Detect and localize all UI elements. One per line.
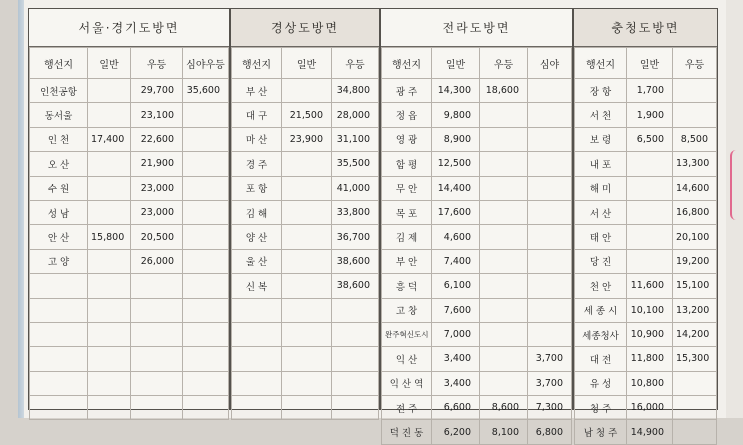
fare-cell: 13,300: [673, 152, 717, 176]
fare-cell: [332, 371, 379, 395]
fare-cell: 10,800: [627, 371, 673, 395]
fare-cell: [480, 127, 528, 151]
fare-cell: [480, 274, 528, 298]
fare-cell: [183, 152, 229, 176]
fare-cell: 7,000: [432, 322, 480, 346]
table-row: [30, 103, 229, 127]
fare-table-jeolla: [381, 47, 572, 445]
fare-cell: 6,800: [528, 420, 572, 444]
section-chungcheong: [573, 8, 718, 440]
fare-cell: [480, 298, 528, 322]
destination-cell: [30, 322, 88, 346]
fare-cell: [528, 225, 572, 249]
fare-cell: [480, 103, 528, 127]
fare-cell: [627, 152, 673, 176]
destination-cell: 무 안: [382, 176, 432, 200]
column-header-destination: 행선지: [232, 48, 282, 79]
table-row: [232, 396, 379, 420]
fare-cell: 23,900: [282, 127, 332, 151]
destination-cell: [30, 274, 88, 298]
table-row: [575, 298, 717, 322]
destination-cell: 유 성: [575, 371, 627, 395]
destination-cell: 대 전: [575, 347, 627, 371]
column-header-general: 일반: [432, 48, 480, 79]
fare-cell: 15,300: [673, 347, 717, 371]
fare-cell: 34,800: [332, 79, 379, 103]
fare-cell: 19,200: [673, 249, 717, 273]
fare-cell: 3,400: [432, 371, 480, 395]
fare-cell: 6,100: [432, 274, 480, 298]
fare-cell: 26,000: [131, 249, 183, 273]
table-row: [30, 396, 229, 420]
column-header-general: 일반: [627, 48, 673, 79]
table-row: [575, 371, 717, 395]
destination-cell: 태 안: [575, 225, 627, 249]
fare-cell: 20,100: [673, 225, 717, 249]
fare-cell: [528, 322, 572, 346]
destination-cell: 장 항: [575, 79, 627, 103]
fare-cell: [183, 225, 229, 249]
fare-cell: [282, 396, 332, 420]
fare-cell: 4,600: [432, 225, 480, 249]
table-row: [575, 420, 717, 444]
table-header-row: [575, 48, 717, 79]
fare-cell: [627, 176, 673, 200]
table-row: [30, 249, 229, 273]
destination-cell: 보 령: [575, 127, 627, 151]
destination-cell: 세 종 시: [575, 298, 627, 322]
fare-cell: 11,800: [627, 347, 673, 371]
fare-cell: [282, 298, 332, 322]
fare-cell: 6,200: [432, 420, 480, 444]
fare-cell: [282, 322, 332, 346]
fare-cell: 14,900: [627, 420, 673, 444]
table-row: [232, 225, 379, 249]
fare-cell: [88, 396, 131, 420]
table-row: [232, 176, 379, 200]
fare-cell: [88, 298, 131, 322]
fare-cell: [131, 298, 183, 322]
fare-cell: [282, 274, 332, 298]
fare-cell: [282, 347, 332, 371]
table-row: [30, 322, 229, 346]
destination-cell: 고 양: [30, 249, 88, 273]
destination-cell: [232, 298, 282, 322]
fare-cell: 21,500: [282, 103, 332, 127]
destination-cell: [30, 371, 88, 395]
table-row: [30, 225, 229, 249]
fare-cell: 10,100: [627, 298, 673, 322]
destination-cell: 부 산: [232, 79, 282, 103]
pink-marker-mark: [730, 150, 742, 220]
fare-cell: [88, 371, 131, 395]
fare-cell: 16,800: [673, 200, 717, 224]
fare-cell: [673, 396, 717, 420]
table-row: [232, 127, 379, 151]
table-row: [30, 298, 229, 322]
table-row: [382, 176, 572, 200]
fare-cell: [88, 322, 131, 346]
fare-cell: 15,100: [673, 274, 717, 298]
table-row: [232, 79, 379, 103]
fare-cell: [480, 225, 528, 249]
table-row: [382, 371, 572, 395]
fare-cell: 8,500: [673, 127, 717, 151]
table-row: [30, 152, 229, 176]
fare-cell: [88, 347, 131, 371]
fare-cell: 16,000: [627, 396, 673, 420]
fare-cell: 14,400: [432, 176, 480, 200]
fare-cell: [282, 79, 332, 103]
fare-cell: 17,600: [432, 200, 480, 224]
fare-cell: [282, 152, 332, 176]
table-row: [575, 274, 717, 298]
table-row: [575, 200, 717, 224]
fare-cell: 14,200: [673, 322, 717, 346]
destination-cell: 고 창: [382, 298, 432, 322]
fare-cell: [480, 176, 528, 200]
fare-cell: 36,700: [332, 225, 379, 249]
destination-cell: 익 산: [382, 347, 432, 371]
destination-cell: 대 구: [232, 103, 282, 127]
fare-cell: [528, 176, 572, 200]
fare-cell: 12,500: [432, 152, 480, 176]
destination-cell: 완주혁신도시: [382, 322, 432, 346]
section-title: 전라도방면: [381, 9, 572, 47]
fare-cell: [673, 103, 717, 127]
table-row: [382, 225, 572, 249]
destination-cell: 덕 진 동: [382, 420, 432, 444]
fare-cell: [480, 200, 528, 224]
table-row: [232, 298, 379, 322]
destination-cell: [30, 347, 88, 371]
fare-cell: [131, 347, 183, 371]
fare-cell: 10,900: [627, 322, 673, 346]
fare-cell: 3,700: [528, 347, 572, 371]
fare-cell: [480, 347, 528, 371]
fare-cell: [528, 103, 572, 127]
destination-cell: [232, 371, 282, 395]
fare-cell: [480, 152, 528, 176]
column-header-night-premium: 심야우등: [183, 48, 229, 79]
fare-cell: 3,700: [528, 371, 572, 395]
fare-cell: [131, 274, 183, 298]
table-row: [575, 79, 717, 103]
fare-cell: 8,900: [432, 127, 480, 151]
fare-cell: 9,800: [432, 103, 480, 127]
section-jeolla: [380, 8, 573, 440]
table-row: [382, 249, 572, 273]
table-row: [30, 347, 229, 371]
table-header-row: [30, 48, 229, 79]
destination-cell: 부 안: [382, 249, 432, 273]
fare-cell: [528, 298, 572, 322]
table-row: [575, 152, 717, 176]
table-row: [382, 274, 572, 298]
fare-cell: [528, 127, 572, 151]
fare-cell: 20,500: [131, 225, 183, 249]
destination-cell: 광 주: [382, 79, 432, 103]
destination-cell: 세종청사: [575, 322, 627, 346]
destination-cell: 오 산: [30, 152, 88, 176]
fare-cell: [88, 176, 131, 200]
table-row: [232, 152, 379, 176]
column-header-night: 심야: [528, 48, 572, 79]
table-row: [232, 322, 379, 346]
table-row: [382, 322, 572, 346]
fare-cell: [183, 127, 229, 151]
destination-cell: 김 제: [382, 225, 432, 249]
fare-cell: [627, 249, 673, 273]
destination-cell: 울 산: [232, 249, 282, 273]
fare-cell: [480, 322, 528, 346]
destination-cell: 해 미: [575, 176, 627, 200]
table-row: [382, 103, 572, 127]
fare-cell: 7,400: [432, 249, 480, 273]
fare-cell: 35,500: [332, 152, 379, 176]
table-row: [382, 298, 572, 322]
fare-cell: 6,500: [627, 127, 673, 151]
fare-cell: 13,200: [673, 298, 717, 322]
table-body: [30, 79, 229, 420]
destination-cell: 익 산 역: [382, 371, 432, 395]
destination-cell: [30, 396, 88, 420]
column-header-destination: 행선지: [382, 48, 432, 79]
table-row: [575, 322, 717, 346]
fare-cell: [673, 420, 717, 444]
fare-cell: [183, 200, 229, 224]
fare-cell: [332, 347, 379, 371]
table-row: [30, 200, 229, 224]
fare-cell: 6,600: [432, 396, 480, 420]
fare-cell: [282, 225, 332, 249]
section-title: 서울·경기도방면: [29, 9, 229, 47]
destination-cell: 수 원: [30, 176, 88, 200]
destination-cell: 당 진: [575, 249, 627, 273]
table-row: [30, 176, 229, 200]
fare-cell: [528, 200, 572, 224]
column-header-general: 일반: [88, 48, 131, 79]
fare-table-chungcheong: [574, 47, 717, 445]
fare-cell: [183, 322, 229, 346]
fare-cell: 28,000: [332, 103, 379, 127]
destination-cell: 신 복: [232, 274, 282, 298]
destination-cell: 천 안: [575, 274, 627, 298]
table-row: [382, 420, 572, 444]
fare-cell: [282, 371, 332, 395]
destination-cell: 성 남: [30, 200, 88, 224]
table-header-row: [382, 48, 572, 79]
fare-cell: 23,000: [131, 176, 183, 200]
destination-cell: 남 청 주: [575, 420, 627, 444]
fare-cell: [88, 103, 131, 127]
fare-cell: [332, 298, 379, 322]
fare-cell: 14,600: [673, 176, 717, 200]
destination-cell: 서 천: [575, 103, 627, 127]
section-seoul-gyeonggi: [28, 8, 230, 410]
destination-cell: 서 산: [575, 200, 627, 224]
table-row: [575, 249, 717, 273]
fare-cell: [183, 274, 229, 298]
fare-cell: [332, 322, 379, 346]
destination-cell: 목 포: [382, 200, 432, 224]
fare-cell: [183, 249, 229, 273]
fare-cell: [183, 371, 229, 395]
destination-cell: 전 주: [382, 396, 432, 420]
fare-cell: [528, 274, 572, 298]
column-header-premium: 우등: [332, 48, 379, 79]
table-row: [382, 200, 572, 224]
fare-cell: [673, 79, 717, 103]
destination-cell: 함 평: [382, 152, 432, 176]
fare-cell: 1,700: [627, 79, 673, 103]
destination-cell: [232, 396, 282, 420]
section-title: 충청도방면: [574, 9, 717, 47]
fare-cell: [88, 274, 131, 298]
table-row: [232, 200, 379, 224]
table-row: [575, 176, 717, 200]
table-row: [232, 371, 379, 395]
destination-cell: [232, 322, 282, 346]
table-body: [575, 79, 717, 445]
fare-cell: 1,900: [627, 103, 673, 127]
column-header-general: 일반: [282, 48, 332, 79]
fare-cell: 7,600: [432, 298, 480, 322]
fare-cell: [131, 396, 183, 420]
table-row: [232, 347, 379, 371]
table-row: [30, 127, 229, 151]
table-row: [575, 396, 717, 420]
fare-cell: 3,400: [432, 347, 480, 371]
fare-cell: [528, 79, 572, 103]
fare-cell: 18,600: [480, 79, 528, 103]
table-row: [382, 127, 572, 151]
fare-table-gyeongsang: [231, 47, 379, 420]
fare-cell: [282, 200, 332, 224]
column-header-premium: 우등: [131, 48, 183, 79]
destination-cell: [232, 347, 282, 371]
destination-cell: 김 해: [232, 200, 282, 224]
destination-cell: 청 주: [575, 396, 627, 420]
section-gyeongsang: [230, 8, 380, 410]
table-header-row: [232, 48, 379, 79]
fare-cell: [183, 347, 229, 371]
fare-cell: [282, 249, 332, 273]
table-row: [575, 127, 717, 151]
table-row: [575, 347, 717, 371]
destination-cell: 인 천: [30, 127, 88, 151]
fare-cell: 22,600: [131, 127, 183, 151]
fare-cell: [673, 371, 717, 395]
column-header-premium: 우등: [480, 48, 528, 79]
fare-cell: [183, 298, 229, 322]
table-row: [232, 103, 379, 127]
fare-cell: [183, 103, 229, 127]
destination-cell: 영 광: [382, 127, 432, 151]
table-row: [382, 79, 572, 103]
fare-cell: 17,400: [88, 127, 131, 151]
fare-cell: [627, 225, 673, 249]
table-row: [30, 79, 229, 103]
destination-cell: 내 포: [575, 152, 627, 176]
table-row: [575, 103, 717, 127]
fare-cell: 21,900: [131, 152, 183, 176]
fare-cell: [88, 200, 131, 224]
destination-cell: 흥 덕: [382, 274, 432, 298]
fare-cell: 8,600: [480, 396, 528, 420]
destination-cell: 인천공항: [30, 79, 88, 103]
table-row: [382, 396, 572, 420]
table-row: [382, 152, 572, 176]
table-row: [382, 347, 572, 371]
destination-cell: 양 산: [232, 225, 282, 249]
table-row: [30, 274, 229, 298]
destination-cell: 안 산: [30, 225, 88, 249]
fare-cell: [88, 249, 131, 273]
fare-cell: 23,100: [131, 103, 183, 127]
fare-cell: [88, 79, 131, 103]
destination-cell: 동서울: [30, 103, 88, 127]
column-header-destination: 행선지: [575, 48, 627, 79]
table-row: [575, 225, 717, 249]
table-row: [30, 371, 229, 395]
table-row: [232, 249, 379, 273]
fare-cell: 29,700: [131, 79, 183, 103]
fare-cell: [528, 152, 572, 176]
fare-cell: 8,100: [480, 420, 528, 444]
column-header-premium: 우등: [673, 48, 717, 79]
fare-cell: 41,000: [332, 176, 379, 200]
destination-cell: 마 산: [232, 127, 282, 151]
fare-cell: [332, 396, 379, 420]
fare-cell: [528, 249, 572, 273]
fare-cell: [627, 200, 673, 224]
fare-cell: 38,600: [332, 274, 379, 298]
fare-cell: [183, 396, 229, 420]
fare-table-seoul: [29, 47, 229, 420]
fare-cell: 11,600: [627, 274, 673, 298]
destination-cell: 정 읍: [382, 103, 432, 127]
fare-cell: 38,600: [332, 249, 379, 273]
fare-cell: [480, 249, 528, 273]
fare-cell: [183, 176, 229, 200]
fare-cell: [131, 322, 183, 346]
fare-cell: 35,600: [183, 79, 229, 103]
fare-cell: 14,300: [432, 79, 480, 103]
fare-cell: [480, 371, 528, 395]
fare-cell: 15,800: [88, 225, 131, 249]
column-header-destination: 행선지: [30, 48, 88, 79]
fare-cell: [88, 152, 131, 176]
table-body: [232, 79, 379, 420]
fare-cell: [131, 371, 183, 395]
destination-cell: 포 항: [232, 176, 282, 200]
destination-cell: [30, 298, 88, 322]
fare-cell: 31,100: [332, 127, 379, 151]
table-row: [232, 274, 379, 298]
section-title: 경상도방면: [231, 9, 379, 47]
paper-edge: [18, 0, 24, 418]
destination-cell: 경 주: [232, 152, 282, 176]
fare-cell: 23,000: [131, 200, 183, 224]
fare-cell: 7,300: [528, 396, 572, 420]
fare-cell: [282, 176, 332, 200]
fare-cell: 33,800: [332, 200, 379, 224]
table-body: [382, 79, 572, 445]
